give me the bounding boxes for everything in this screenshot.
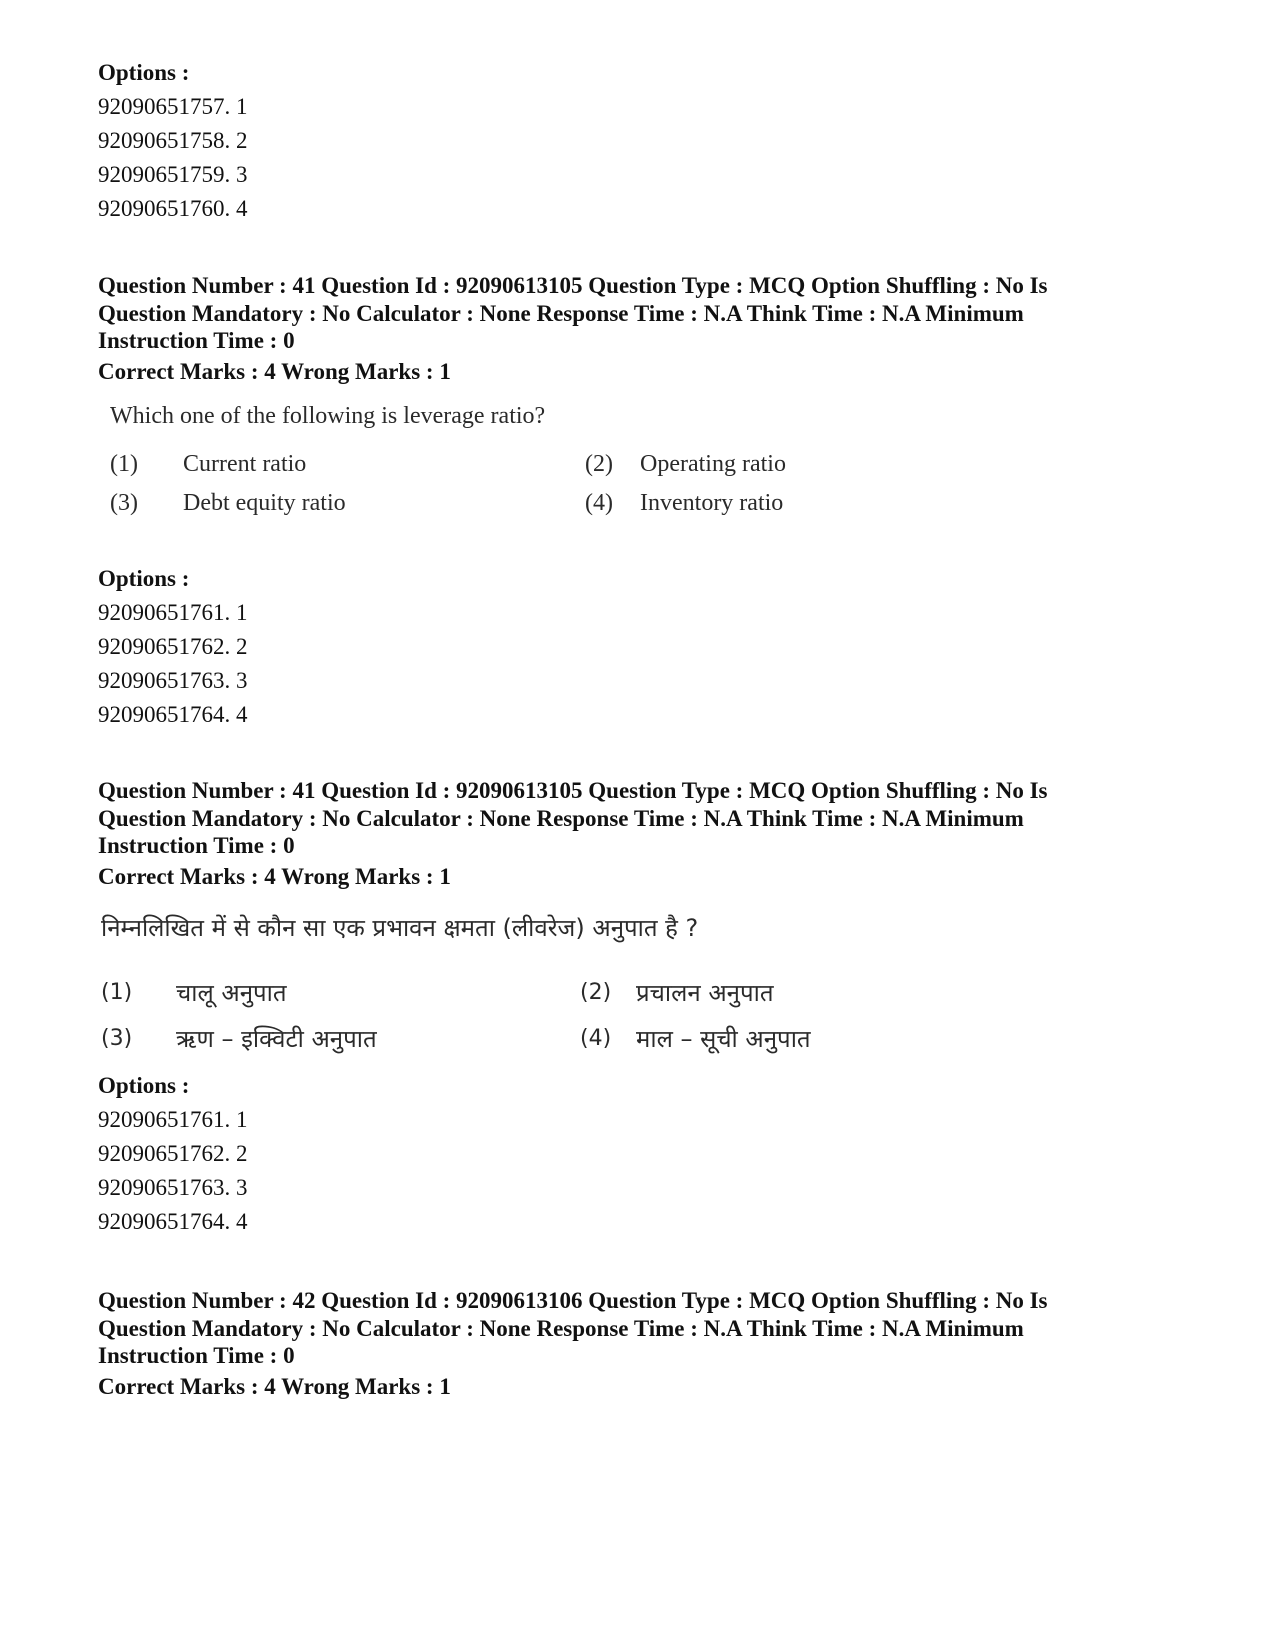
option-item: 92090651762. 2 [98,634,248,659]
choice-number: (3) [101,1026,133,1051]
choice-text: Current ratio [183,451,307,477]
option-item: 92090651763. 3 [98,1175,248,1200]
choice-number: (1) [101,980,133,1005]
options-label: Options : [98,566,190,591]
option-item: 92090651757. 1 [98,94,248,119]
question-meta-line: Question Number : 42 Question Id : 92090613106 Question Type : MCQ Option Shuffling : No Is [98,1288,1048,1313]
options-block-41-hi [98,1069,248,1239]
question-meta-line: Question Mandatory : No Calculator : None Response Time : N.A Think Time : N.A Minimum [98,805,1024,831]
question-meta-line: Instruction Time : 0 [98,833,295,858]
option-item: 92090651758. 2 [98,128,248,153]
option-item: 92090651764. 4 [98,1209,248,1234]
option-item: 92090651759. 3 [98,162,248,187]
marks-line: Correct Marks : 4 Wrong Marks : 1 [98,1374,451,1399]
question-meta-line: Question Number : 41 Question Id : 92090613105 Question Type : MCQ Option Shuffling : No Is [98,778,1048,803]
question-meta-line: Instruction Time : 0 [98,328,295,353]
question-text: निम्नलिखित में से कौन सा एक प्रभावन क्षमता (लीवरेज) अनुपात है ? [101,914,699,942]
question-meta-line: Question Mandatory : No Calculator : None Response Time : N.A Think Time : N.A Minimum [98,1315,1024,1341]
options-label: Options : [98,1073,190,1098]
choice-text: Operating ratio [640,451,786,477]
marks-line: Correct Marks : 4 Wrong Marks : 1 [98,864,451,889]
choice-text: ऋण – इक्विटी अनुपात [176,1025,377,1053]
option-item: 92090651761. 1 [98,1107,248,1132]
choice-text: चालू अनुपात [176,979,287,1007]
option-item: 92090651761. 1 [98,600,248,625]
question-meta-line: Question Number : 41 Question Id : 92090613105 Question Type : MCQ Option Shuffling : No Is [98,273,1048,298]
options-block-previous [98,56,248,226]
option-item: 92090651762. 2 [98,1141,248,1166]
option-item: 92090651764. 4 [98,702,248,727]
choice-text: प्रचालन अनुपात [636,979,774,1007]
choice-number: (1) [110,451,138,477]
question-meta-line: Instruction Time : 0 [98,1343,295,1368]
choice-text: Inventory ratio [640,490,784,516]
choice-number: (3) [110,490,138,516]
choice-number: (2) [580,980,612,1005]
question-header-42 [98,1287,1048,1370]
option-item: 92090651763. 3 [98,668,248,693]
question-header-41-hi [98,777,1048,860]
question-text: Which one of the following is leverage ratio? [110,403,546,429]
choice-text: Debt equity ratio [183,490,346,516]
choice-number: (4) [585,490,613,516]
choice-number: (2) [585,451,613,477]
option-item: 92090651760. 4 [98,196,248,221]
choice-number: (4) [580,1026,612,1051]
question-header-41-en [98,272,1048,355]
options-block-41-en [98,562,248,732]
options-label: Options : [98,60,190,85]
choice-text: माल – सूची अनुपात [636,1025,811,1053]
marks-line: Correct Marks : 4 Wrong Marks : 1 [98,359,451,384]
question-meta-line: Question Mandatory : No Calculator : None Response Time : N.A Think Time : N.A Minimum [98,300,1024,326]
